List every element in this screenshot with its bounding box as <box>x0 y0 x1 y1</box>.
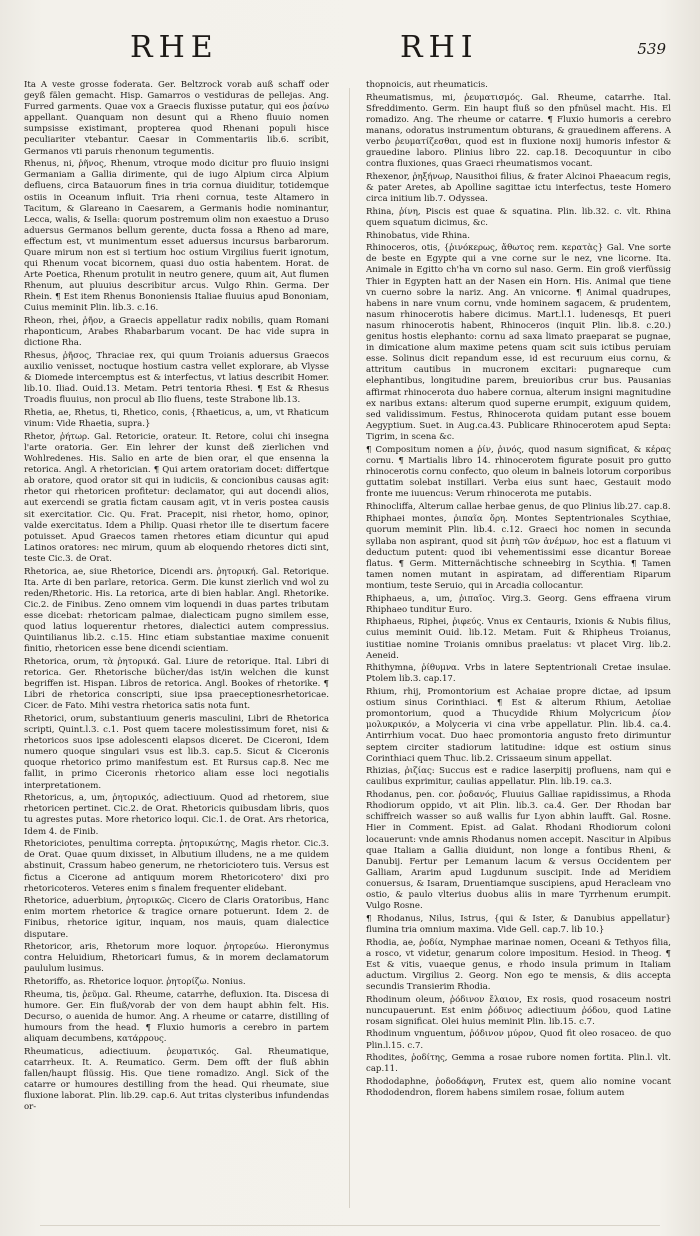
page-number: 539 <box>637 40 666 58</box>
dictionary-entry: Rhinocliffa, Alterum callae herbae genus, de quo Plinius lib.27. cap.8. <box>366 501 671 512</box>
dictionary-entry: Rhodia, ae, ῥοδία, Nymphae marinae nomen, Oceani & Tethyos filia, a rosco, vt videtur, genarum colore impositum. Hesiod. in Theog. ¶ Est & vitis, vuaeque genus, e rhodo insula primum in Italiam aductum. Virgilius 2. Georg. Non ego te mensis, & diis accepta secundis Transierim Rhodia. <box>366 937 671 992</box>
dictionary-entry: Rhium, rhij, Promontorium est Achaiae propre dictae, ad ipsum ostium sinus Corinthiaci. ¶ Est & alterum Rhium, Aetoliae promontorium, quod a Thucydide Rhium Molycricum ῥίον μολυκρικόν, a Molyceria vi cina vrbe appellatur. Plin. lib.4. ca.4. Antirrhium vocat. Duo haec promontoria angusto freto dirimuntur septem circiter stadiorum latitudine: idque est ostium sinus Corinthiaci quem Thuc. lib.2. Crissaeum sinum appellat. <box>366 687 671 764</box>
dictionary-entry: Rhiphaeus, a, um, ῥιπαῖος. Virg.3. Georg. Gens effraena virum Rhiphaeo tunditur Euro. <box>366 593 671 615</box>
dictionary-entry: Rhodinum vnguentum, ῥόδινον μύρον, Quod fit oleo rosaceo. de quo Plin.l.15. c.7. <box>366 1029 671 1051</box>
dictionary-entry: Rheuma, tis, ῥεῦμα. Gal. Rheume, catarrhe, defluxion. Ita. Discesa di humore. Ger. Ein fluß/vorab der von dem haupt abhin felt. His. Decurso, o auenida de humor. Ang. A rheume or catarre, distilling of humours from the head. ¶ Fluxio humoris a cerebro in partem aliquam decumbens, κατάρρους. <box>24 989 329 1045</box>
page-bottom-rule <box>40 1225 660 1226</box>
right-running-head: RHI <box>400 30 479 65</box>
dictionary-entry: Rhetoricor, aris, Rhetorum more loquor. ῥητορεύω. Hieronymus contra Heluidium, Rhetoricari fumus, & in morem declamatorum paululum lusimus. <box>24 942 329 975</box>
dictionary-entry: Rhodites, ῥοδίτης, Gemma a rosae rubore nomen fortita. Plin.l. vlt. cap.11. <box>366 1053 671 1075</box>
dictionary-entry: ¶ Rhodanus, Nilus, Istrus, {qui & Ister, & Danubius appellatur} flumina tria omnium maxima. Vide Gell. cap.7. lib 10.} <box>366 913 671 935</box>
dictionary-entry: Rhetia, ae, Rhetus, ti, Rhetico, conis, {Rhaeticus, a, um, vt Rhaticum vinum: Vide Rhaetia, supra.} <box>24 408 329 430</box>
dictionary-entry: Rheumaticus, adiectiuum. ῥευματικός. Gal. Rheumatique, catarrheux. It. A. Reumatico. Germ. Dem offt der fluß abhin fallen/haupt flüssig. His. Que tiene romadizo. Angl. Sick of the catarre or humoures destilling from the head. Qui rheumate, siue fluxione laborat. Plin. lib.29. cap.6. Aut tritas clysteribus infundendas or- <box>24 1046 329 1113</box>
dictionary-entry: Rhetorica, ae, siue Rhetorice, Dicendi ars. ῥητορική. Gal. Retorique. Ita. Arte di ben parlare, retorica. Germ. Die kunst zierlich vnd wol zu reden/Rhetoric. His. La retorica, arte di bien hablar. Angl. Rhetorike. Cic.2. de Finibus. Zeno omnem vim loquendi in duas partes tributam esse dicebat: rhetoricam palmae, dialecticam pugno similem esse, quod latius loquerentur rhetores, dialectici autem compressius. Quintilianus lib.2. c.15. Hinc etiam substantiae maxime conuenit finitio, rhetoricen esse bene dicendi scientiam. <box>24 566 329 655</box>
dictionary-entry: Ita A veste grosse foderata. Ger. Beltzrock vorab auß schaff oder geyß fälen gemacht. Hisp. Gamarros o vestiduras de pellejas. Ang. Furred garments. Quae vox a Graecis fluxisse putatur, qui eos ῥαίνω appellant. Quanquam non desunt qui a Rheno fluuio nomen sumpsisse existimant, propterea quod Rhenani populi hisce peculiariter vtebantur. Caesar in Commentariis lib.6. scribit, Germanos vti paruis rhenonum tegumentis. <box>24 80 329 157</box>
dictionary-entry: Rhodanus, pen. cor. ῥοδανός, Fluuius Galliae rapidissimus, a Rhoda Rhodiorum oppido, vt ait Plin. lib.3. ca.4. Ger. Der Rhodan bar schiffreich wasser so auß wallis fur Lyon abhin laufft. Gal. Rosne. Hier in Comment. Epist. ad Galat. Rhodani Rhodiorum coloni locauerunt: vnde amnis Rhodanus nomen accepit. Nascitur in Alpibus quae Italiam a Gallia diuidunt, non longe a fontibus Rheni, & Danubij. Fertur per Lemanum lacum & versus Occidentem per Galliam, Ararim apud Lugdunum suscipit. Inde ad Meridiem conuersus, & Isaram, Druentiamque suscipiens, apud Heracleam vno ostio, & paulo vlterius duobus aliis in mare Tyrrhenum erumpit. Vulgo Rosne. <box>366 790 671 912</box>
dictionary-entry: Rhinobatus, vide Rhina. <box>366 230 471 241</box>
dictionary-entry: Rhithymna, ῥίθυμνα. Vrbs in latere Septentrionali Cretae insulae. Ptolem lib.3. cap.17. <box>366 663 671 685</box>
dictionary-entry: Rhetorici, orum, substantiuum generis masculini, Libri de Rhetorica scripti, Quint.l.3. c.1. Post quem tacere molestissimum foret, nisi & rhetoricos suos ipse adolescenti elapsos diceret. De Ciceroni, Idem numero quoque singulari vsus est lib.3. cap.5. Sicut & Ciceronis quoque rhetorico primo manifestum est. Et Rursus cap.8. Nec me fallit, in primo Ciceronis rhetorico aliam esse loci negotialis interpretationem. <box>24 714 329 791</box>
dictionary-entry: Rhodinum oleum, ῥόδινον ἔλαιον, Ex rosis, quod rosaceum nostri nuncupauerunt. Est enim ῥόδινος adiectiuum ῥόδου, quod Latine rosam significat. Olei huius meminit Plin. lib.15. c.7. <box>366 994 671 1027</box>
right-column <box>366 80 671 1220</box>
dictionary-entry: ¶ Compositum nomen a ῥίν, ῥινός, quod nasum significat, & κέρας cornu. ¶ Martialis libro 14. rhinocerotem figurate posuit pro gutto rhinocerotis cornu confecto, quo oleum in balneis lotorum corporibus guttatim solebat instillari. Verba eius sunt haec, Gestauit modo fronte me iuuencus: Verum rhinocerota me putabis. <box>366 444 671 499</box>
dictionary-entry: Rhinoceros, otis, {ῥινόκερως, ἄθωτος rem. κερατὰς} Gal. Vne sorte de beste en Egypte qui a vne corne sur le nez, vne licorne. Ita. Animale in Egitto ch'ha vn corno sul naso. Germ. Ein groß vierfüssig Thier in Egypten hatt an der Nasen ein Horn. His. Animal que tiene vn cuerno sobre la nariz. Ang. An vnicorne. ¶ Animal quadrupes, habens in nare vnum cornu, vnde hominem sagacem, & prudentem, nasum rhinocerotis habere dicimus. Mart.l.1. ludenesqs, Et pueri nasum rhinocerotis habent, Rhinoceros (inquit Plin. lib.8. c.20.) genitus hostis elephanto: cornu ad saxa limato praeparat se pugnae, in dimicatione alum maxime petens quam scit suis ictibus peruiam esse. Solinus dicit repandum esse, id est recuruum eius cornu, & attritum cautibus in mucronem excitari: pugnareque cum elephantibus, longitudine parem, breuioribus crur bus. Pausanias affirmat rhinocerota duo habere cornua, alterum insigni magnitudine ex naribus extans: alterum quod superne erumpit, exiguum quidem, sed validissimum. Festus, Rhinocerota quidam putant esse bouem Aegyptium. Suet. in Aug.ca.43. Publicare Rhinocerotem apud Septa: Tigrim, in scena &c. <box>366 243 671 442</box>
dictionary-entry: Rhenus, ni, ῥῆνος, Rhenum, vtroque modo dicitur pro fluuio insigni Germaniam a Gallia dirimente, qui de iugo Alpium circa Alpium defluens, circa Batauorum fines in tria cornua diuiditur, totidemque ostiis in Oceanum influit. Tria rheni cornua, teste Altamero in Tacitum, & Glareano in Caesarem, a Germanis hodie nominantur, Lecca, walis, & Isella: quorum postremum olim non exaestuo a Druso aduersus Germanos bellum gerente, ducta fossa a Rheno ad mare, effectum est, vt munimentum esset aduersus incursus barbarorum. Quare mirum non est si tertium hoc ostium Virgilius fuerit ignotum, qui Rhenum vocat bicornem, quasi duo ostia habentem. Horat. de Arte Poetica, Rhenum protulit in neutro genere, quum ait, Aut flumen Rhenum, aut pluuius describitur arcus. Vulgo Rhin. Germa. Der Rhein. ¶ Est item Rhenus Bononiensis Italiae fluuius apud Bononiam, Cuius meminit Plin. lib.3. c.16. <box>24 159 329 314</box>
dictionary-entry: Rhetor, ῥήτωρ. Gal. Retoricie, orateur. It. Retore, colui chi insegna l'arte oratoria. Ger. Ein lehrer der kunst deß zierlichen vnd Wohlredenes. His. Salio en arte de bien orar, el que ensenna la retorica. Angl. A rhetorician. ¶ Qui artem oratoriam docet: differtque ab oratore, quod orator sit qui in iudiciis, & concionibus causas agit: rhetor qui rhetoricen profitetur: declamator, qui aut docendi alios, aut exercendi se gratia fictam causam agit, vt in veris postea causis sit exercitatior. Cic. Qu. Frat. Pracepit, nisi rhetor, homo, opinor, valde exercitatus. Idem a Philip. Quasi rhetor ille te disertum facere potuisset. Apud Graecos tamen rhetores etiam dicuntur qui apud Latinos oratores: nec mirum, quum ab eloquendo rhetores dicti sint, teste Cic.3. de Orat. <box>24 431 329 564</box>
running-header <box>0 30 700 76</box>
column-divider <box>349 88 350 1208</box>
dictionary-entry: Rhiphaeus, Riphei, ῥιφεύς. Vnus ex Centauris, Ixionis & Nubis filius, cuius meminit Ouid. lib.12. Metam. Fuit & Rhipheus Troianus, iustitiae nomine Troianis omnibus praelatus: vt placet Virg. lib.2. Aeneid. <box>366 617 671 661</box>
dictionary-entry: thopnoicis, aut rheumaticis. <box>366 80 488 90</box>
dictionary-entry: Rhexenor, ῥηξήνωρ, Nausithoi filius, & frater Alcinoi Phaeacum regis, & pater Aretes, ab Apolline sagittae ictu interfectus, teste Homero circa initium lib.7. Odyssea. <box>366 171 671 205</box>
dictionary-entry: Rhetoriciotes, penultima correpta. ῥητορικώτης, Magis rhetor. Cic.3. de Orat. Quae quum dixisset, in Albutium illudens, ne a me quidem abstinuit, Crassum habeo generum, ne rhetoriciotero tuis. Versus est fictus a Cicerone ad antiquum morem Rhetoricotero' dixi pro rhetoricoteros. Veteres enim s finalem frequenter elidebant. <box>24 839 329 894</box>
dictionary-entry: Rheumatismus, mi, ῥευματισμός. Gal. Rheume, catarrhe. Ital. Sfreddimento. Germ. Ein haupt fluß so den pfnüsel macht. His. El romadizo. Ang. The rheume or catarre. ¶ Fluxio humoris a cerebro manans, odoratus instrumentum obturans, & grauedinem afferens. A verbo ῥευματίζεσθαι, quod est in fluxione noxij humoris infestor & grauedine laboro. Plinius libro 22. cap.18. Decoquuntur in cibo contra fluxiones, quas Graeci rheumatismos vocant. <box>366 92 671 170</box>
dictionary-entry: Rhetoriffo, as. Rhetorice loquor. ῥητορίζω. Nonius. <box>24 977 246 988</box>
left-column <box>24 80 329 1220</box>
dictionary-entry: Rhesus, ῥῆσος, Thraciae rex, qui quum Troianis aduersus Graecos auxilio venisset, noctuque hostium castra vellet explorare, ab Vlysse & Diomede intercemptus est & interfectus, vt latius describit Homer. lib.10. Iliad. Ouid.13. Metam. Petri tentoria Rhesi. ¶ Est & Rhesus Troadis fluuius, non procul ab Ilio fluens, teste Strabone lib.13. <box>24 351 329 406</box>
dictionary-entry: Rhina, ῥίνη, Piscis est quae & squatina. Plin. lib.32. c. vlt. Rhina quem squatum dicimus, &c. <box>366 206 671 228</box>
dictionary-entry: Rhiphaei montes, ῥιπαῖα ὄρη. Montes Septentrionales Scythiae, quorum meminit Plin. lib.4. c.12. Graeci hoc nomen in secunda syllaba non aspirant, quod sit ῥιπὴ τῶν ἀνέμων, hoc est a flatuum vi deductum putent: quod ibi vehementissimi esse dicantur Boreae flatus. ¶ Germ. Mitternächtische schneebirg in Scythia. ¶ Tamen tamen nomen mutant in aspiratam, ad differentiam Riparum montium, teste Seruio, qui in Arcadia collocantur. <box>366 514 671 591</box>
dictionary-entry: Rhetorice, aduerbium, ῥητορικῶς. Cicero de Claris Oratoribus, Hanc enim mortem rhetorice & tragice ornare potuerunt. Idem 2. de Finibus, rhetorice igitur, inquam, nos mauis, quam dialectice disputare. <box>24 896 329 940</box>
dictionary-entry: Rheon, rhei, ῥῆον, a Graecis appellatur radix nobilis, quam Romani rhaponticum, Arabes Rhabarbarum vocant. De hac vide supra in dictione Rha. <box>24 316 329 349</box>
dictionary-entry: Rhetoricus, a, um, ῥητορικός, adiectiuum. Quod ad rhetorem, siue rhetoricen pertinet. Cic.2. de Orat. Rhetoricis quibusdam libris, quos tu agrestes putas. More rhetorico loqui. Cic.1. de Orat. Ars rhetorica, Idem 4. de Finib. <box>24 793 329 837</box>
dictionary-entry: Rhododaphne, ῥοδοδάφνη, Frutex est, quem alio nomine vocant Rhododendron, florem habens similem rosae, folium autem <box>366 1077 671 1099</box>
left-running-head: RHE <box>130 30 219 65</box>
dictionary-entry: Rhetorica, orum, τὰ ῥητορικά. Gal. Liure de retorique. Ital. Libri di retorica. Ger. Rhetorische bücher/das ist/in welchen die kunst begriffen ist. Hispan. Libros de retorica. Angl. Bookes of rhetorike. ¶ Libri de rhetorica conscripti, siue ipsa praeceptionesrhetoricae. Cicer. de Fato. Mihi vestra rhetorica satis nota funt. <box>24 656 329 712</box>
dictionary-entry: Rhizias, ῥιζίας: Succus est e radice laserpitij profluens, nam qui e caulibus exprimitur, caulias appellatur. Plin. lib.19. ca.3. <box>366 766 671 788</box>
